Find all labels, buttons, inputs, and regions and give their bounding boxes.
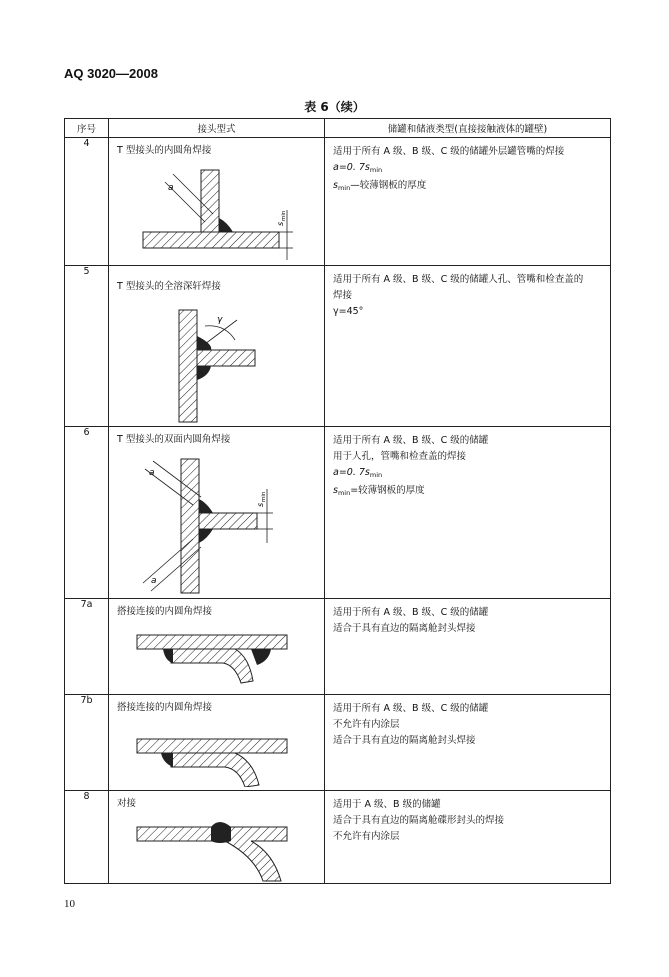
joint-cell [109,138,325,266]
row-number: 4 [65,138,109,266]
fig-label-min: min [281,210,287,221]
desc-line: a=0. $7s_{min}$ [333,162,383,174]
desc-line: 焊接 [333,290,353,301]
desc-line: a=0. $7s_{min}$ [333,467,383,479]
fig-label-min: min [261,491,267,502]
lap-joint-7b-diagram [113,717,318,787]
desc-cell [325,695,611,791]
fig-label-a: a [168,183,174,193]
t-joint-inner-fillet-diagram [113,160,318,260]
row-number: 7a [65,599,109,695]
desc-cell [325,138,611,266]
desc-line: 不允许有内涂层 [333,831,400,842]
desc-line: 适用于所有 A 级、B 级、C 级的储罐 [333,607,489,618]
joint-cell [109,695,325,791]
desc-line: 适用于所有 A 级、B 级、C 级的储罐 [333,435,489,446]
col-header-num: 序号 [65,119,109,138]
desc-line: $s_{min}—$较薄钢板的厚度 [333,180,427,192]
row-number: 7b [65,695,109,791]
table-row [65,266,611,427]
desc-line: 不允许有内涂层 [333,719,400,730]
t-joint-full-penetration-diagram [113,296,318,426]
joint-title: T 型接头的双面内圆角焊接 [117,434,231,445]
desc-line: 适合于具有直边的隔离舱封头焊接 [333,623,476,634]
desc-cell [325,599,611,695]
fig-label-gamma: γ [217,315,223,325]
table-row [65,599,611,695]
table-header-row [65,119,611,138]
fig-label-s: s [276,221,285,226]
col-header-tank-type: 储罐和储液类型(直接接触液体的罐壁) [325,119,611,138]
col-header-joint-type: 接头型式 [109,119,325,138]
desc-line: 适用于 A 级、B 级的储罐 [333,799,441,810]
joint-title: 搭接连接的内圆角焊接 [117,606,213,617]
table-row [65,138,611,266]
page-number: 10 [64,898,75,910]
desc-line: $s_{min}=$较薄钢板的厚度 [333,485,425,497]
t-joint-double-fillet-diagram [113,449,318,597]
butt-joint-diagram [113,813,318,883]
desc-cell [325,427,611,599]
fig-label-s: s [256,502,265,507]
desc-line: 适合于具有直边的隔离舱碟形封头的焊接 [333,815,505,826]
weld-joint-table [64,118,611,884]
joint-cell [109,791,325,884]
joint-cell [109,599,325,695]
joint-title: T 型接头的全溶深轩焊接 [117,281,221,292]
joint-cell [109,427,325,599]
joint-title: 搭接连接的内圆角焊接 [117,702,213,713]
desc-line: 适用于所有 A 级、B 级、C 级的储罐外层罐管嘴的焊接 [333,146,565,157]
table-row [65,695,611,791]
table-caption: 表 6（续） [304,100,365,114]
fig-label-a-bottom: a [151,576,157,586]
desc-line: 适用于所有 A 级、B 级、C 级的储罐人孔、管嘴和检查盖的 [333,274,584,285]
desc-cell [325,791,611,884]
desc-line: 适合于具有直边的隔离舱封头焊接 [333,735,476,746]
row-number: 6 [65,427,109,599]
lap-joint-7a-diagram [113,621,318,689]
joint-title: 对接 [117,798,137,809]
desc-line: γ=45° [333,306,364,317]
standard-code: AQ 3020—2008 [64,66,158,81]
desc-line: 适用于所有 A 级、B 级、C 级的储罐 [333,703,489,714]
joint-title: T 型接头的内圆角焊接 [117,145,212,156]
fig-label-a-top: a [149,468,155,478]
desc-line: 用于人孔，管嘴和检查盖的焊接 [333,451,467,462]
row-number: 8 [65,791,109,884]
table-row [65,791,611,884]
joint-cell [109,266,325,427]
desc-cell [325,266,611,427]
table-row [65,427,611,599]
row-number: 5 [65,266,109,427]
